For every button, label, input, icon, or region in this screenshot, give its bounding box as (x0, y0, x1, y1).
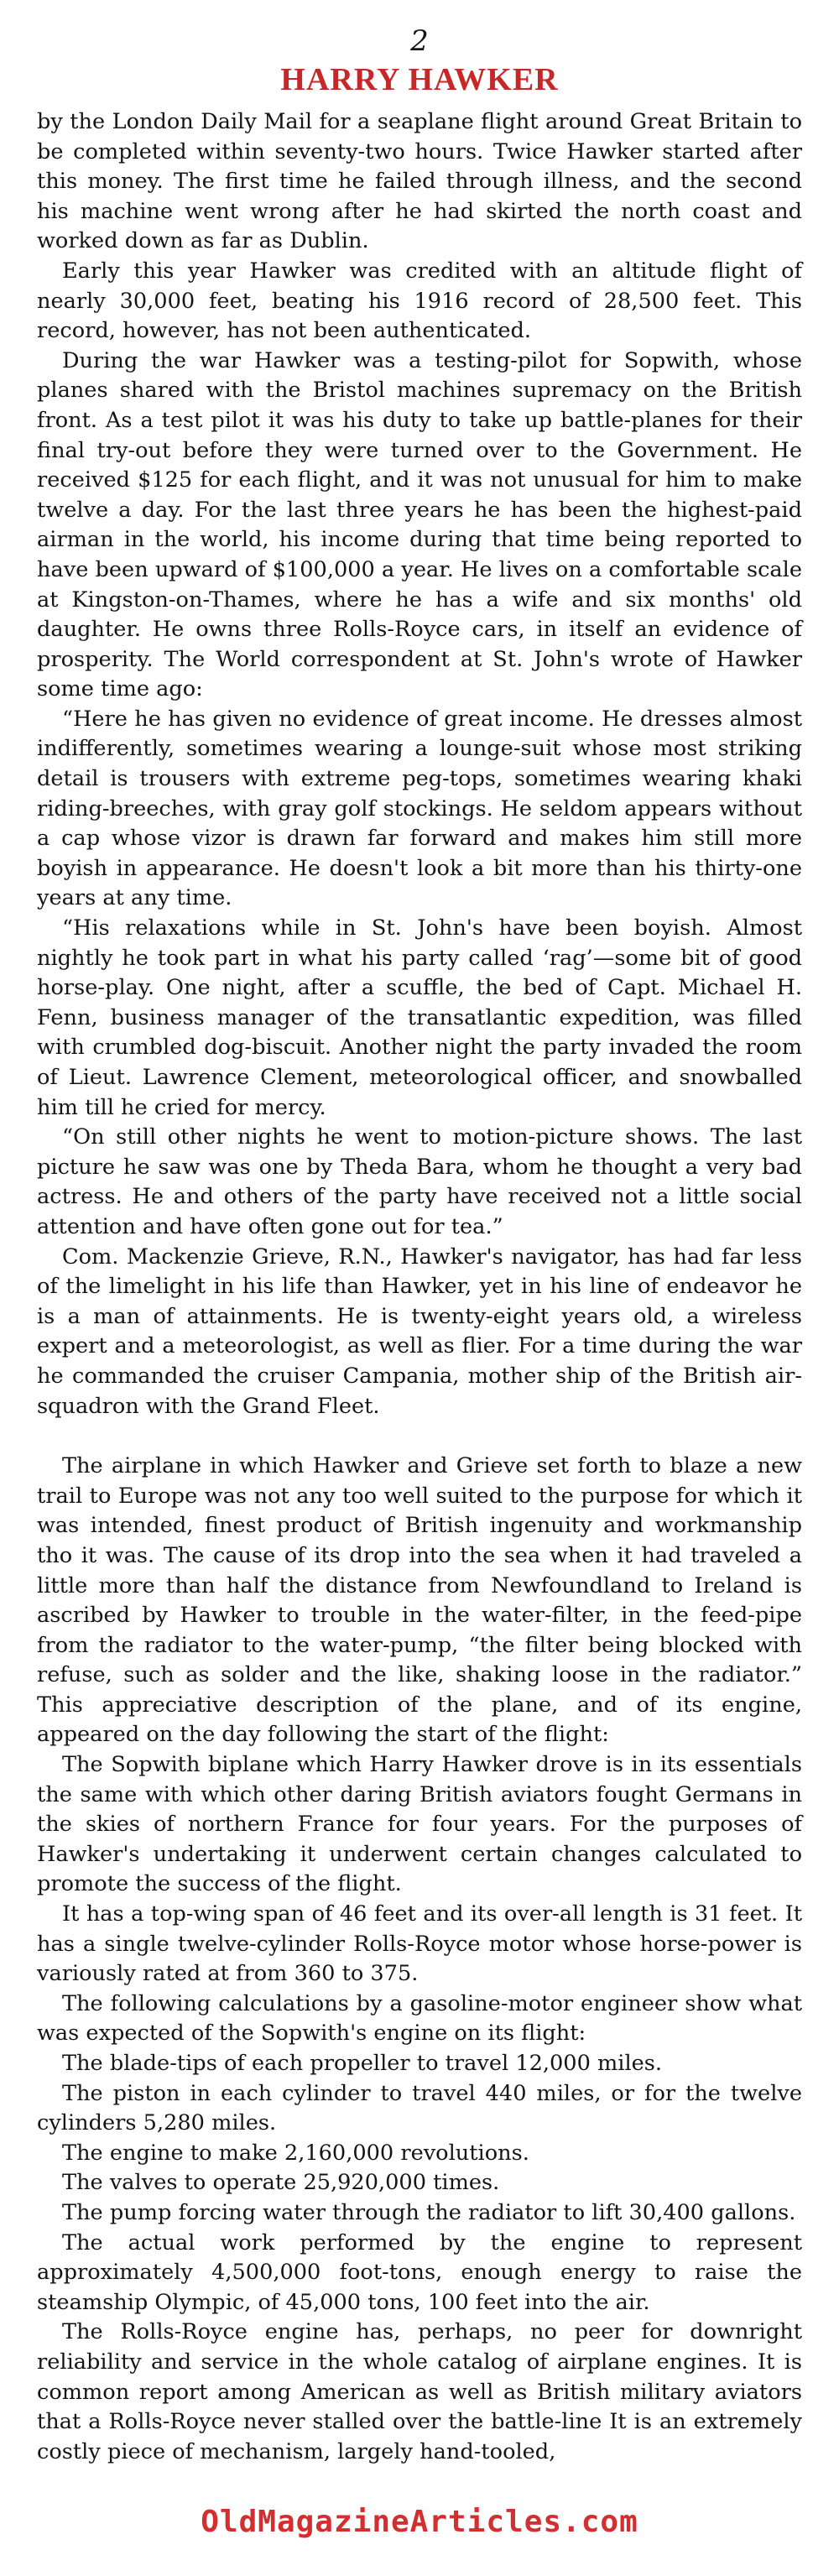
article-title: HARRY HAWKER (280, 62, 559, 97)
quote-paragraph: “Here he has given no evidence of great income. He dresses almost indifferently, sometimes wearing a lounge-suit whose most striking detail is trousers with extreme peg-tops, sometimes wearing khaki riding-breeches, with gray golf stockings. He seldom appears without a cap whose vizor is drawn far forward and makes him still more boyish in appearance. He doesn't look a bit more than his thirty-one years at any time. (37, 706, 802, 911)
section-gap (37, 1421, 802, 1452)
paragraph: The actual work performed by the engine to represent approximately 4,500,000 foot-tons, enough energy to raise the steamship Olympic, of 45,000 tons, 100 feet into the air. (37, 2229, 802, 2315)
engine-calculations (37, 1989, 802, 2229)
quoted-correspondence (37, 705, 802, 1243)
article-body (37, 107, 802, 2467)
site-credit: OldMagazineArticles.com (201, 2505, 638, 2539)
paragraph: During the war Hawker was a testing-pilot for Sopwith, whose planes shared with the Bristol machines supremacy on the British front. As a test pilot it was his duty to take up battle-planes for their final try-out before they were turned over to the Government. He received $125 for each flight, and it was not unusual for him to make twelve a day. For the last three years he has been the highest-paid airman in the world, his income during that time being reported to have been upward of $100,000 a year. He lives on a comfortable scale at Kingston-on-Thames, where he has a wife and six months' old daughter. He owns three Rolls-Royce cars, in itself an evidence of prosperity. The World correspondent at St. John's wrote of Hawker some time ago: (37, 347, 802, 702)
paragraph: The Sopwith biplane which Harry Hawker drove is in its essentials the same with which other daring British aviators fought Germans in the skies of northern France for four years. For the purposes of Hawker's undertaking it underwent certain changes calculated to promote the success of the flight. (37, 1752, 802, 1897)
page-number: 2 (410, 24, 429, 58)
calculation-item: The blade-tips of each propeller to travel 12,000 miles. (62, 2051, 663, 2076)
calculation-item: The pump forcing water through the radiator to lift 30,400 gallons. (62, 2199, 796, 2225)
paragraph: The Rolls-Royce engine has, perhaps, no peer for downright reliability and service in the whole catalog of airplane engines. It is common report among American as well as British military aviators that a Rolls-Royce never stalled over the battle-line It is an extremely costly piece of mechanism, largely hand-tooled, (37, 2319, 802, 2464)
calculation-item: The piston in each cylinder to travel 440 miles, or for the twelve cylinders 5,280 miles. (37, 2080, 802, 2136)
paragraph: The following calculations by a gasoline-motor engineer show what was expected of the Sopwith's engine on its flight: (37, 1990, 802, 2047)
calculation-item: The engine to make 2,160,000 revolutions. (62, 2140, 529, 2166)
paragraph: by the London Daily Mail for a seaplane flight around Great Britain to be completed within seventy-two hours. Twice Hawker started after this money. The first time he failed through illness, and the second his machine went wrong after he had skirted the north coast and worked down as far as Dublin. (37, 109, 802, 254)
calculation-item: The valves to operate 25,920,000 times. (62, 2170, 500, 2196)
quote-paragraph: “His relaxations while in St. John's have been boyish. Almost nightly he took part in what his party called ‘rag’—some bit of good horse-play. One night, after a scuffle, the bed of Capt. Michael H. Fenn, business manager of the transatlantic expedition, was filled with crumbled dog-biscuit. Another night the party invaded the room of Lieut. Lawrence Clement, meteorological officer, and snowballed him till he cried for mercy. (37, 915, 802, 1120)
paragraph: The airplane in which Hawker and Grieve set forth to blaze a new trail to Europe was not any too well suited to the purpose for which it was intended, finest product of British ingenuity and workmanship tho it was. The cause of its drop into the sea when it had traveled a little more than half the distance from Newfoundland to Ireland is ascribed by Hawker to trouble in the water-filter, in the feed-pipe from the radiator to the water-pump, “the filter being blocked with refuse, such as solder and the like, shaking loose in the radiator.” This appreciative description of the plane, and of its engine, appeared on the day following the start of the flight: (37, 1453, 802, 1748)
paragraph: Com. Mackenzie Grieve, R.N., Hawker's navigator, has had far less of the limelight in his life than Hawker, yet in his line of endeavor he is a man of attainments. He is twenty-eight years old, a wireless expert and a meteorologist, as well as flier. For a time during the war he commanded the cruiser Campania, mother ship of the British air-squadron with the Grand Fleet. (37, 1244, 802, 1419)
paragraph: It has a top-wing span of 46 feet and its over-all length is 31 feet. It has a single twelve-cylinder Rolls-Royce motor whose horse-power is variously rated at from 360 to 375. (37, 1901, 802, 1987)
quote-paragraph: “On still other nights he went to motion-picture shows. The last picture he saw was one by Theda Bara, whom he thought a very bad actress. He and others of the party have received not a little social attention and have often gone out for tea.” (37, 1124, 802, 1239)
paragraph: Early this year Hawker was credited with an altitude flight of nearly 30,000 feet, beating his 1916 record of 28,500 feet. This record, however, has not been authenticated. (37, 258, 802, 344)
